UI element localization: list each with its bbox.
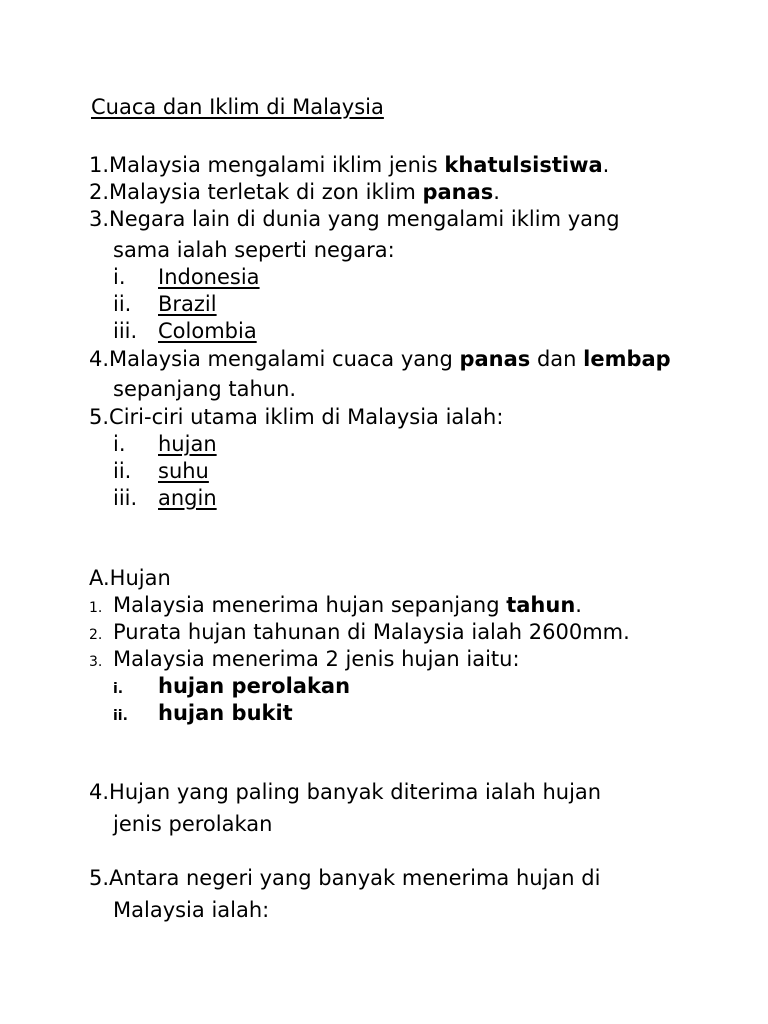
point-number: 4. (89, 347, 110, 371)
item-text: Purata hujan tahunan di Malaysia ialah 2600mm. (113, 620, 630, 644)
point-text-end: . (493, 180, 500, 204)
item-text: Malaysia menerima hujan sepanjang (113, 593, 507, 617)
point-number: 1. (89, 153, 110, 177)
list-item-text: hujan (158, 432, 217, 456)
point-number: 3. (89, 207, 110, 231)
roman-numeral: i. (113, 681, 124, 697)
list-item-text: Brazil (158, 292, 217, 316)
list-item-indonesia (113, 263, 260, 291)
roman-numeral: ii. (113, 292, 132, 316)
list-item-text: Indonesia (158, 265, 260, 289)
rain-type-text: hujan perolakan (158, 674, 351, 698)
list-item-colombia (113, 317, 257, 345)
point-4 (89, 345, 671, 373)
point-bold-term: panas (422, 180, 494, 204)
point-1 (89, 151, 609, 179)
section-a-item-5-continued: Malaysia ialah: (113, 898, 270, 922)
item-number: 5. (89, 866, 110, 890)
point-bold-term: khatulsistiwa (444, 153, 603, 177)
item-text: Malaysia menerima 2 jenis hujan iaitu: (113, 647, 520, 671)
item-text: Antara negeri yang banyak menerima hujan di (109, 866, 601, 890)
list-item-suhu (113, 457, 209, 485)
roman-numeral: ii. (113, 459, 132, 483)
list-item-text: Colombia (158, 319, 257, 343)
item-number: 3. (89, 654, 103, 670)
point-text: Malaysia mengalami iklim jenis (109, 153, 445, 177)
point-bold-term-2: lembap (583, 347, 671, 371)
point-2 (89, 178, 500, 206)
point-text: Malaysia terletak di zon iklim (109, 180, 423, 204)
rain-type-bukit (113, 699, 293, 730)
roman-numeral: iii. (113, 319, 138, 343)
point-text: Negara lain di dunia yang mengalami iklim yang (109, 207, 620, 231)
point-number: 5. (89, 405, 110, 429)
item-number: 4. (89, 780, 110, 804)
point-5 (89, 403, 503, 431)
point-4-continued: sepanjang tahun. (113, 377, 297, 401)
roman-numeral: iii. (113, 486, 138, 510)
item-text-end: . (575, 593, 582, 617)
section-a-item-4-continued: jenis perolakan (113, 812, 273, 836)
point-bold-term: panas (459, 347, 531, 371)
list-item-angin (113, 484, 217, 512)
page-title: Cuaca dan Iklim di Malaysia (91, 95, 384, 119)
roman-numeral: i. (113, 265, 126, 289)
list-item-hujan (113, 430, 217, 458)
rain-type-text: hujan bukit (158, 701, 293, 725)
section-a-item-5 (89, 864, 600, 892)
roman-numeral: i. (113, 432, 126, 456)
point-text: Ciri-ciri utama iklim di Malaysia ialah: (109, 405, 504, 429)
list-item-text: suhu (158, 459, 209, 483)
item-number: 2. (89, 627, 103, 643)
list-item-text: angin (158, 486, 217, 510)
point-3 (89, 205, 620, 233)
roman-numeral: ii. (113, 708, 128, 724)
point-text-mid: dan (530, 347, 584, 371)
item-number: 1. (89, 600, 103, 616)
point-number: 2. (89, 180, 110, 204)
point-text: Malaysia mengalami cuaca yang (109, 347, 460, 371)
item-bold-term: tahun (506, 593, 576, 617)
point-3-continued: sama ialah seperti negara: (113, 238, 395, 262)
item-text: Hujan yang paling banyak diterima ialah hujan (109, 780, 602, 804)
point-text-end: . (602, 153, 610, 177)
list-item-brazil (113, 290, 217, 318)
section-heading: A.Hujan (89, 566, 171, 590)
section-a-item-4 (89, 778, 601, 806)
